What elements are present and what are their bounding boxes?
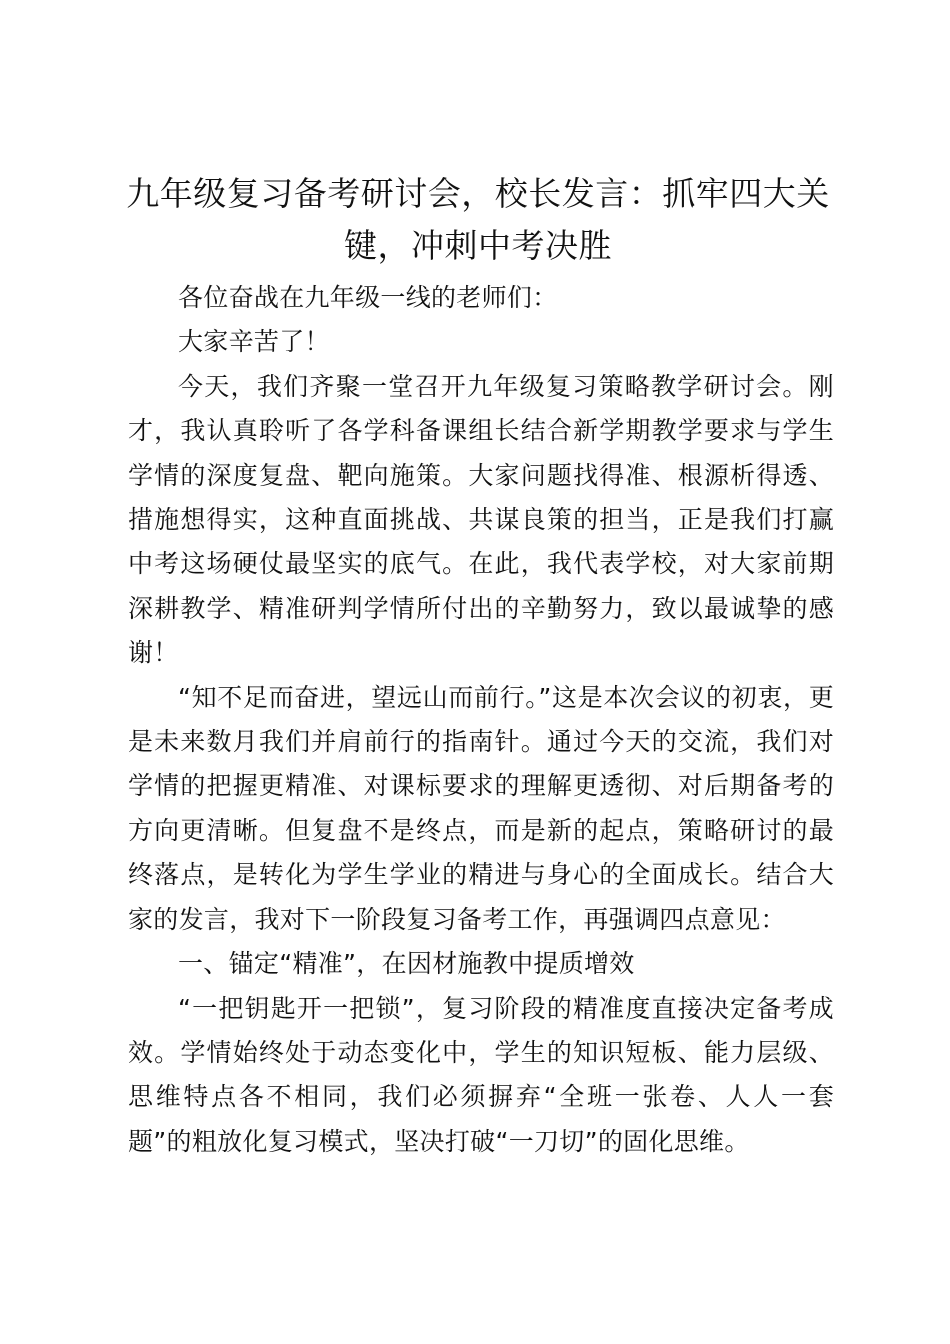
paragraph: “一把钥匙开一把锁”，复习阶段的精准度直接决定备考成效。学情始终处于动态变化中，学生的知识短板、能力层级、思维特点各不相同，我们必须摒弃“全班一张卷、人人一套题”的粗放化复习模式，坚决打破“一刀切”的固化思维。 <box>128 993 834 1156</box>
salutation: 各位奋战在九年级一线的老师们： <box>178 283 558 312</box>
paragraph: “知不足而奋进，望远山而前行。”这是本次会议的初衷，更是未来数月我们并肩前行的指南针。通过今天的交流，我们对学情的把握更精准、对课标要求的理解更透彻、对后期备考的方向更清晰。但复盘不是终点，而是新的起点，策略研讨的最终落点，是转化为学生学业的精进与身心的全面成长。结合大家的发言，我对下一阶段复习备考工作，再强调四点意见： <box>128 682 834 934</box>
document-body <box>128 276 834 1164</box>
greeting: 大家辛苦了！ <box>178 327 330 357</box>
document-title: 九年级复习备考研讨会，校长发言：抓牢四大关键，冲刺中考决胜 <box>126 174 830 265</box>
section-heading: 一、锚定“精准”，在因材施教中提质增效 <box>178 949 635 979</box>
paragraph: 今天，我们齐聚一堂召开九年级复习策略教学研讨会。刚才，我认真聆听了各学科备课组长结合新学期教学要求与学生学情的深度复盘、靶向施策。大家问题找得准、根源析得透、措施想得实，这种直面挑战、共谋良策的担当，正是我们打赢中考这场硬仗最坚实的底气。在此，我代表学校，对大家前期深耕教学、精准研判学情所付出的辛勤努力，致以最诚挚的感谢！ <box>128 371 834 668</box>
